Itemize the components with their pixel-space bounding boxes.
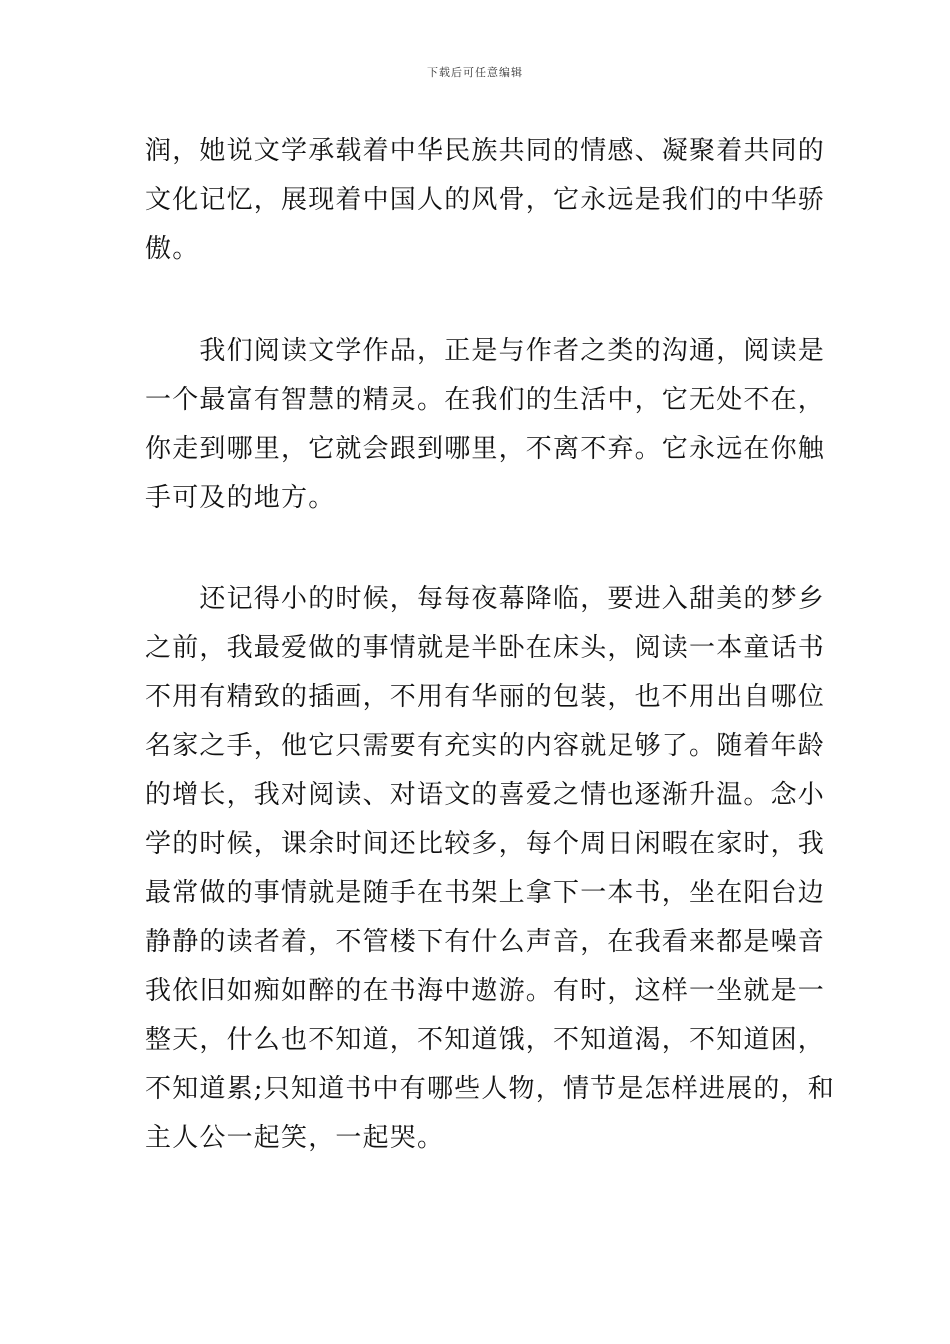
text-line: 润，她说文学承载着中华民族共同的情感、凝聚着共同的: [145, 136, 826, 166]
paragraph-1: [145, 127, 826, 274]
paragraph-3: [145, 575, 835, 1163]
text-line: 我们阅读文学作品，正是与作者之类的沟通，阅读是: [145, 336, 826, 366]
text-line: 主人公一起笑，一起哭。: [145, 1123, 445, 1153]
text-line: 还记得小的时候，每每夜幕降临，要进入甜美的梦乡: [145, 584, 826, 614]
paragraph-2: [145, 327, 826, 523]
text-line: 整天，什么也不知道，不知道饿，不知道渴，不知道困，: [145, 1025, 826, 1055]
text-line: 一个最富有智慧的精灵。在我们的生活中，它无处不在，: [145, 385, 826, 415]
text-line: 你走到哪里，它就会跟到哪里，不离不弃。它永远在你触: [145, 434, 826, 464]
text-line: 傲。: [145, 234, 200, 264]
text-line: 不用有精致的插画，不用有华丽的包装，也不用出自哪位: [145, 682, 826, 712]
text-line: 名家之手，他它只需要有充实的内容就足够了。随着年龄: [145, 731, 826, 761]
text-line: 静静的读者着，不管楼下有什么声音，在我看来都是噪音: [145, 927, 826, 957]
text-line: 不知道累;只知道书中有哪些人物，情节是怎样进展的，和: [145, 1074, 835, 1104]
text-line: 我依旧如痴如醉的在书海中遨游。有时，这样一坐就是一: [145, 976, 826, 1006]
text-line: 文化记忆，展现着中国人的风骨，它永远是我们的中华骄: [145, 185, 826, 215]
text-line: 之前，我最爱做的事情就是半卧在床头，阅读一本童话书: [145, 633, 826, 663]
text-line: 的增长，我对阅读、对语文的喜爱之情也逐渐升温。念小: [145, 780, 826, 810]
text-line: 手可及的地方。: [145, 483, 336, 513]
text-line: 学的时候，课余时间还比较多，每个周日闲暇在家时，我: [145, 829, 826, 859]
text-line: 最常做的事情就是随手在书架上拿下一本书，坐在阳台边: [145, 878, 826, 908]
page-header: 下载后可任意编辑: [427, 66, 523, 79]
